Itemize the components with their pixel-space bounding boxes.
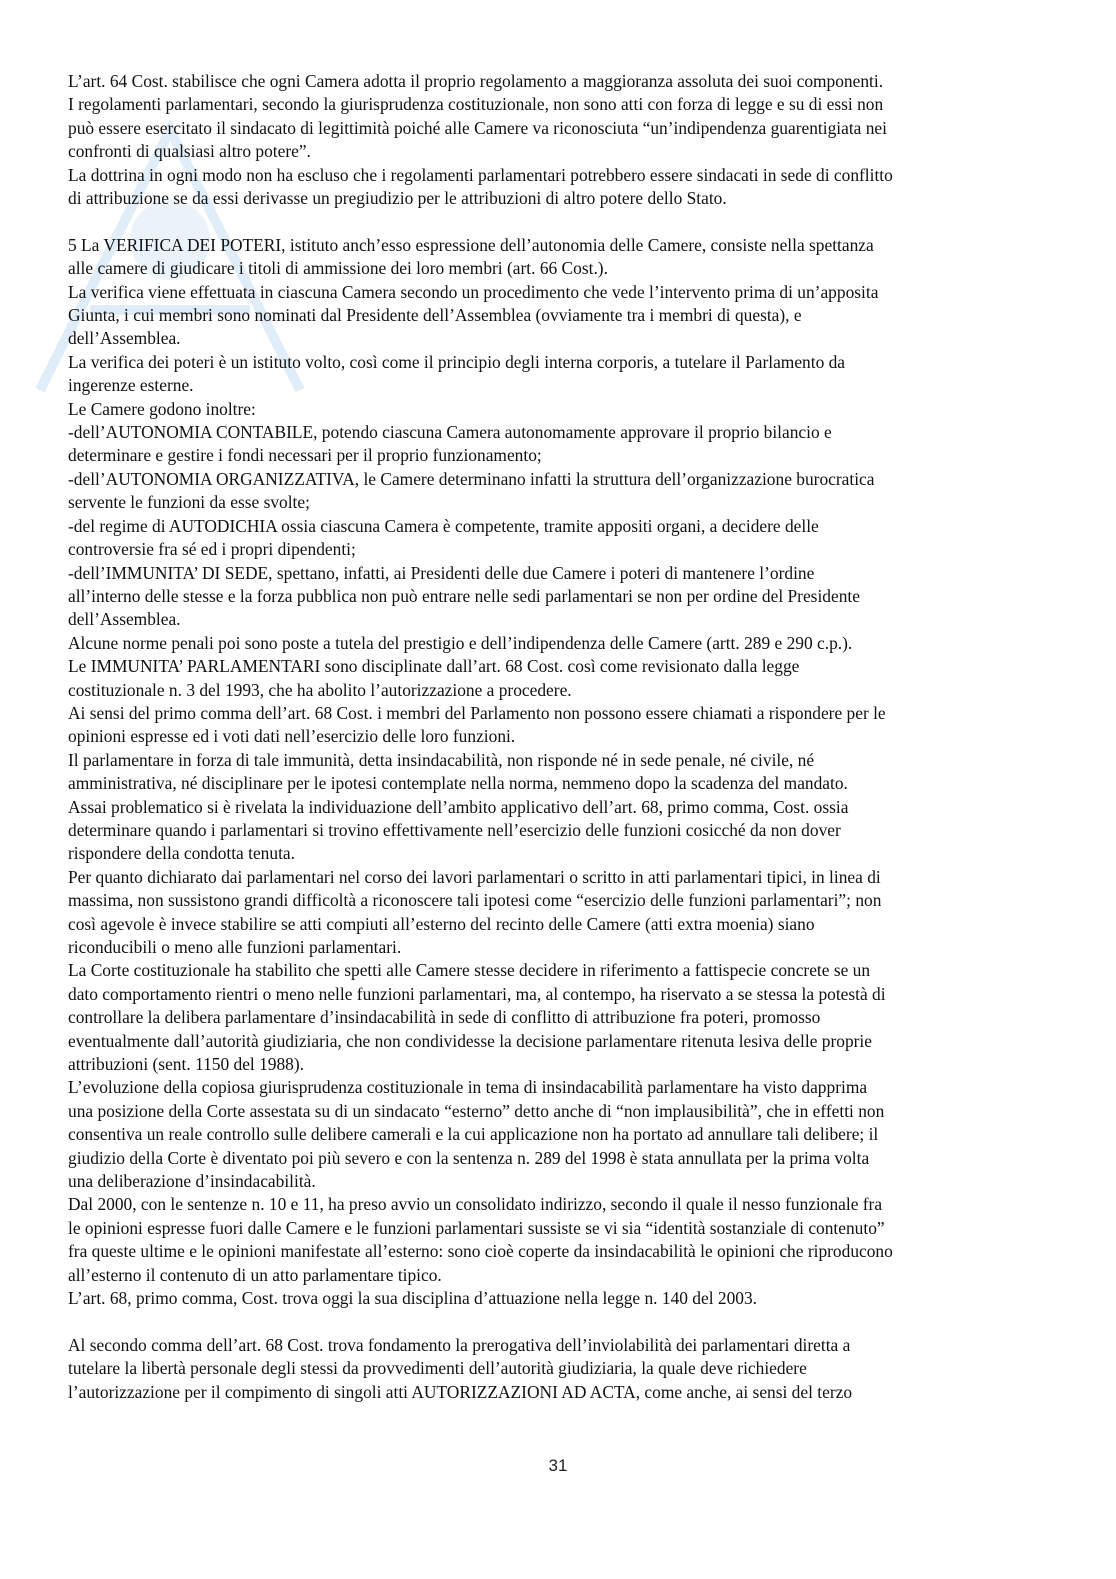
text-line: 5 La VERIFICA DEI POTERI, istituto anch’esso espressione dell’autonomia delle Camere, consiste nella spettanza bbox=[68, 234, 874, 255]
text-line: tutelare la libertà personale degli stessi da provvedimenti dell’autorità giudiziaria, la quale deve richiedere bbox=[68, 1358, 807, 1379]
text-line: massima, non sussistono grandi difficoltà a riconoscere tali ipotesi come “esercizio delle funzioni parlamentari”; non bbox=[68, 890, 882, 911]
text-line: ingerenze esterne. bbox=[68, 375, 194, 396]
text-line: una posizione della Corte assestata su di un sindacato “esterno” detto anche di “non implausibilità”, che in effetti non bbox=[68, 1100, 885, 1121]
text-line: -del regime di AUTODICHIA ossia ciascuna Camera è competente, tramite appositi organi, a decidere delle bbox=[68, 515, 819, 536]
text-line: La verifica dei poteri è un istituto volto, così come il principio degli interna corporis, a tutelare il Parlamento da bbox=[68, 351, 846, 372]
text-line: I regolamenti parlamentari, secondo la giurisprudenza costituzionale, non sono atti con forza di legge e su di essi non bbox=[68, 94, 884, 115]
text-line: Per quanto dichiarato dai parlamentari nel corso dei lavori parlamentari o scritto in atti parlamentari tipici, in linea di bbox=[68, 866, 881, 887]
text-line: le opinioni espresse fuori dalle Camere e le funzioni parlamentari sussiste se vi sia “identità sostanziale di contenuto” bbox=[68, 1217, 885, 1238]
text-line: Giunta, i cui membri sono nominati dal Presidente dell’Assemblea (ovviamente tra i membri di questa), e bbox=[68, 305, 802, 326]
text-line: fra queste ultime e le opinioni manifestate all’esterno: sono cioè coperte da insindacabilità le opinioni che riproducono bbox=[68, 1241, 893, 1262]
text-line: una deliberazione d’insindacabilità. bbox=[68, 1171, 316, 1192]
text-line: controversie fra sé ed i propri dipendenti; bbox=[68, 539, 356, 560]
text-line: Le Camere godono inoltre: bbox=[68, 398, 256, 419]
document-body bbox=[68, 70, 1048, 1404]
text-line: rispondere della condotta tenuta. bbox=[68, 843, 295, 864]
text-line: Il parlamentare in forza di tale immunità, detta insindacabilità, non risponde né in sede penale, né civile, né bbox=[68, 749, 815, 770]
text-line: può essere esercitato il sindacato di legittimità poiché alle Camere va riconosciuta “un’indipendenza guarentigiata nei bbox=[68, 117, 887, 138]
text-line: dell’Assemblea. bbox=[68, 328, 181, 349]
text-line: all’interno delle stesse e la forza pubblica non può entrare nelle sedi parlamentari se non per ordine del Presidente bbox=[68, 585, 860, 606]
text-line: servente le funzioni da esse svolte; bbox=[68, 492, 310, 513]
text-line: controllare la delibera parlamentare d’insindacabilità in sede di conflitto di attribuzione fra poteri, promosso bbox=[68, 1007, 821, 1028]
text-line: riconducibili o meno alle funzioni parlamentari. bbox=[68, 937, 402, 958]
text-line: L’art. 68, primo comma, Cost. trova oggi la sua disciplina d’attuazione nella legge n. 140 del 2003. bbox=[68, 1288, 758, 1309]
text-line: eventualmente dall’autorità giudiziaria, che non condividesse la decisione parlamentare ritenuta lesiva delle proprie bbox=[68, 1030, 872, 1051]
text-line: determinare quando i parlamentari si trovino effettivamente nell’esercizio delle funzioni cosicché da non dover bbox=[68, 819, 841, 840]
text-line: opinioni espresse ed i voti dati nell’esercizio delle loro funzioni. bbox=[68, 726, 516, 747]
page-number: 31 bbox=[548, 1456, 568, 1475]
text-line: Ai sensi del primo comma dell’art. 68 Cost. i membri del Parlamento non possono essere chiamati a rispondere per le bbox=[68, 702, 886, 723]
text-line: Alcune norme penali poi sono poste a tutela del prestigio e dell’indipendenza delle Camere (artt. 289 e 290 c.p.). bbox=[68, 632, 853, 653]
text-line: attribuzioni (sent. 1150 del 1988). bbox=[68, 1054, 305, 1075]
text-line: -dell’AUTONOMIA CONTABILE, potendo ciascuna Camera autonomamente approvare il proprio bilancio e bbox=[68, 422, 832, 443]
text-line: L’art. 64 Cost. stabilisce che ogni Camera adotta il proprio regolamento a maggioranza assoluta dei suoi componenti. bbox=[68, 71, 884, 91]
text-line: giudizio della Corte è diventato poi più severo e con la sentenza n. 289 del 1998 è stata annullata per la prima volta bbox=[68, 1147, 870, 1168]
text-line: confronti di qualsiasi altro potere”. bbox=[68, 141, 311, 162]
text-line: l’autorizzazione per il compimento di singoli atti AUTORIZZAZIONI AD ACTA, come anche, ai sensi del terzo bbox=[68, 1381, 853, 1402]
text-line: Al secondo comma dell’art. 68 Cost. trova fondamento la prerogativa dell’inviolabilità dei parlamentari diretta a bbox=[68, 1334, 851, 1355]
text-line: così agevole è invece stabilire se atti compiuti all’esterno del recinto delle Camere (atti extra moenia) siano bbox=[68, 913, 815, 934]
text-line: alle camere di giudicare i titoli di ammissione dei loro membri (art. 66 Cost.). bbox=[68, 258, 608, 279]
text-line: -dell’IMMUNITA’ DI SEDE, spettano, infatti, ai Presidenti delle due Camere i poteri di mantenere l’ordine bbox=[68, 562, 815, 583]
text-line: costituzionale n. 3 del 1993, che ha abolito l’autorizzazione a procedere. bbox=[68, 679, 572, 700]
text-line: dato comportamento rientri o meno nelle funzioni parlamentari, ma, al contempo, ha riservato a se stessa la potestà di bbox=[68, 983, 886, 1004]
text-line: di attribuzione se da essi derivasse un pregiudizio per le attribuzioni di altro potere dello Stato. bbox=[68, 188, 727, 209]
text-line: all’esterno il contenuto di un atto parlamentare tipico. bbox=[68, 1264, 442, 1285]
text-line: La Corte costituzionale ha stabilito che spetti alle Camere stesse decidere in riferimento a fattispecie concrete se un bbox=[68, 960, 871, 981]
text-line: Le IMMUNITA’ PARLAMENTARI sono disciplinate dall’art. 68 Cost. così come revisionato dalla legge bbox=[68, 656, 800, 677]
text-line: Dal 2000, con le sentenze n. 10 e 11, ha preso avvio un consolidato indirizzo, secondo il quale il nesso funzionale fra bbox=[68, 1194, 883, 1215]
text-line: Assai problematico si è rivelata la individuazione dell’ambito applicativo dell’art. 68, primo comma, Cost. ossia bbox=[68, 796, 849, 817]
text-line: amministrativa, né disciplinare per le ipotesi contemplate nella norma, nemmeno dopo la scadenza del mandato. bbox=[68, 773, 848, 794]
text-line: consentiva un reale controllo sulle delibere camerali e la cui applicazione non ha portato ad annullare tali delibere; il bbox=[68, 1124, 879, 1145]
text-line: La dottrina in ogni modo non ha escluso che i regolamenti parlamentari potrebbero essere sindacati in sede di conflitto bbox=[68, 164, 893, 185]
text-line: dell’Assemblea. bbox=[68, 609, 181, 630]
text-line: L’evoluzione della copiosa giurisprudenza costituzionale in tema di insindacabilità parlamentare ha visto dapprima bbox=[68, 1077, 868, 1098]
text-line: determinare e gestire i fondi necessari per il proprio funzionamento; bbox=[68, 445, 542, 466]
text-line: -dell’AUTONOMIA ORGANIZZATIVA, le Camere determinano infatti la struttura dell’organizzazione burocratica bbox=[68, 468, 875, 489]
text-line: La verifica viene effettuata in ciascuna Camera secondo un procedimento che vede l’intervento prima di un’apposita bbox=[68, 281, 879, 302]
